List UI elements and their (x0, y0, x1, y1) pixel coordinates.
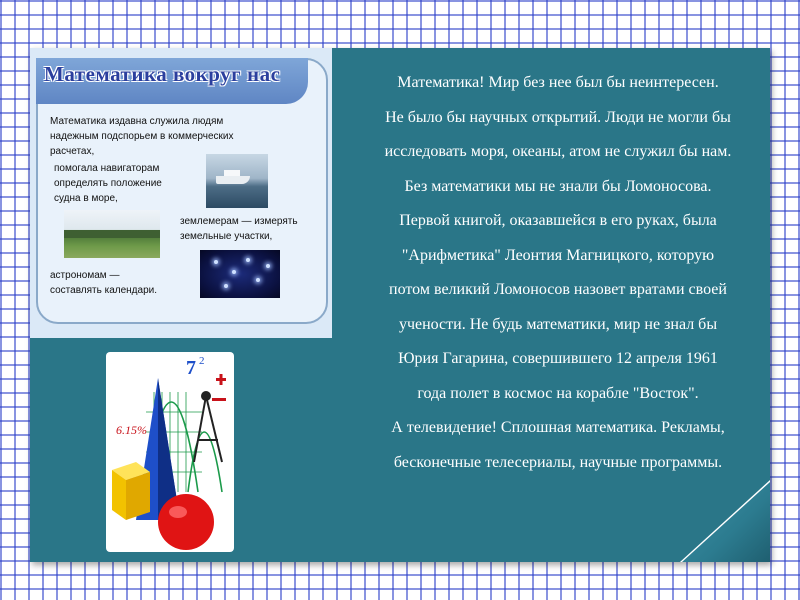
card-text-surveyors (180, 214, 298, 244)
ship-hull (216, 176, 250, 184)
card-text-line: определять положение (54, 178, 162, 189)
star-icon (256, 278, 260, 282)
body-line: учености. Не будь математики, мир не знал бы (398, 315, 718, 333)
minus-icon (212, 398, 226, 401)
card-text-line: составлять календари. (50, 285, 158, 296)
card-text-navigators (54, 161, 162, 206)
percent-label: 6.15% (116, 423, 147, 437)
exponent-label: 2 (199, 355, 205, 367)
plus-icon (220, 374, 223, 385)
sphere-shape (158, 494, 214, 550)
body-line: Без математики мы не знали бы Ломоносова. (404, 177, 712, 195)
info-card (30, 48, 332, 338)
field-photo (64, 210, 160, 258)
math-clipart (106, 352, 234, 552)
body-line: потом великий Ломоносов назовет вратами своей (389, 281, 727, 298)
info-card-frame (36, 58, 328, 324)
body-line: года полет в космос на корабле "Восток". (417, 384, 699, 402)
card-text-line: астрономам — (50, 270, 120, 281)
starfield-photo (200, 250, 280, 298)
body-line: Юрия Гагарина, совершившего 12 апреля 1961 (398, 350, 718, 367)
card-text-line: надежным подспорьем в коммерческих (50, 131, 234, 142)
card-text-line: судна в море, (54, 193, 118, 204)
star-icon (224, 284, 228, 288)
star-icon (232, 270, 236, 274)
star-icon (214, 260, 218, 264)
body-text (348, 66, 768, 480)
card-text-line: помогала навигаторам (54, 163, 160, 174)
power-label: 7 (186, 357, 196, 379)
card-title: Математика вокруг нас (44, 62, 281, 86)
ship-photo (206, 154, 268, 208)
math-clipart-graphic (106, 352, 234, 552)
cube-shape (112, 462, 150, 520)
star-icon (266, 264, 270, 268)
body-line: Первой книгой, оказавшейся в его руках, была (399, 212, 717, 229)
card-text-astronomers (50, 268, 157, 298)
card-text-line: Математика издавна служила людям (50, 116, 224, 127)
body-line: Математика! Мир без нее был бы неинтересен. (397, 74, 719, 91)
card-text-line: земельные участки, (180, 231, 273, 242)
body-line: исследовать моря, океаны, атом не служил бы нам. (384, 143, 732, 160)
tree-line (64, 230, 160, 238)
card-text-line: землемерам — измерять (180, 216, 298, 227)
body-line: бесконечные телесериалы, научные программы. (393, 453, 723, 471)
body-line: "Арифметика" Леонтия Магницкого, которую (401, 246, 715, 264)
card-text-intro (50, 114, 234, 159)
card-title-bar (36, 58, 308, 104)
compass-icon (194, 392, 222, 462)
body-line: А телевидение! Сплошная математика. Рекламы, (391, 419, 725, 436)
body-line: Не было бы научных открытий. Люди не могли бы (385, 108, 731, 126)
card-text-line: расчетах, (50, 146, 95, 157)
star-icon (246, 258, 250, 262)
